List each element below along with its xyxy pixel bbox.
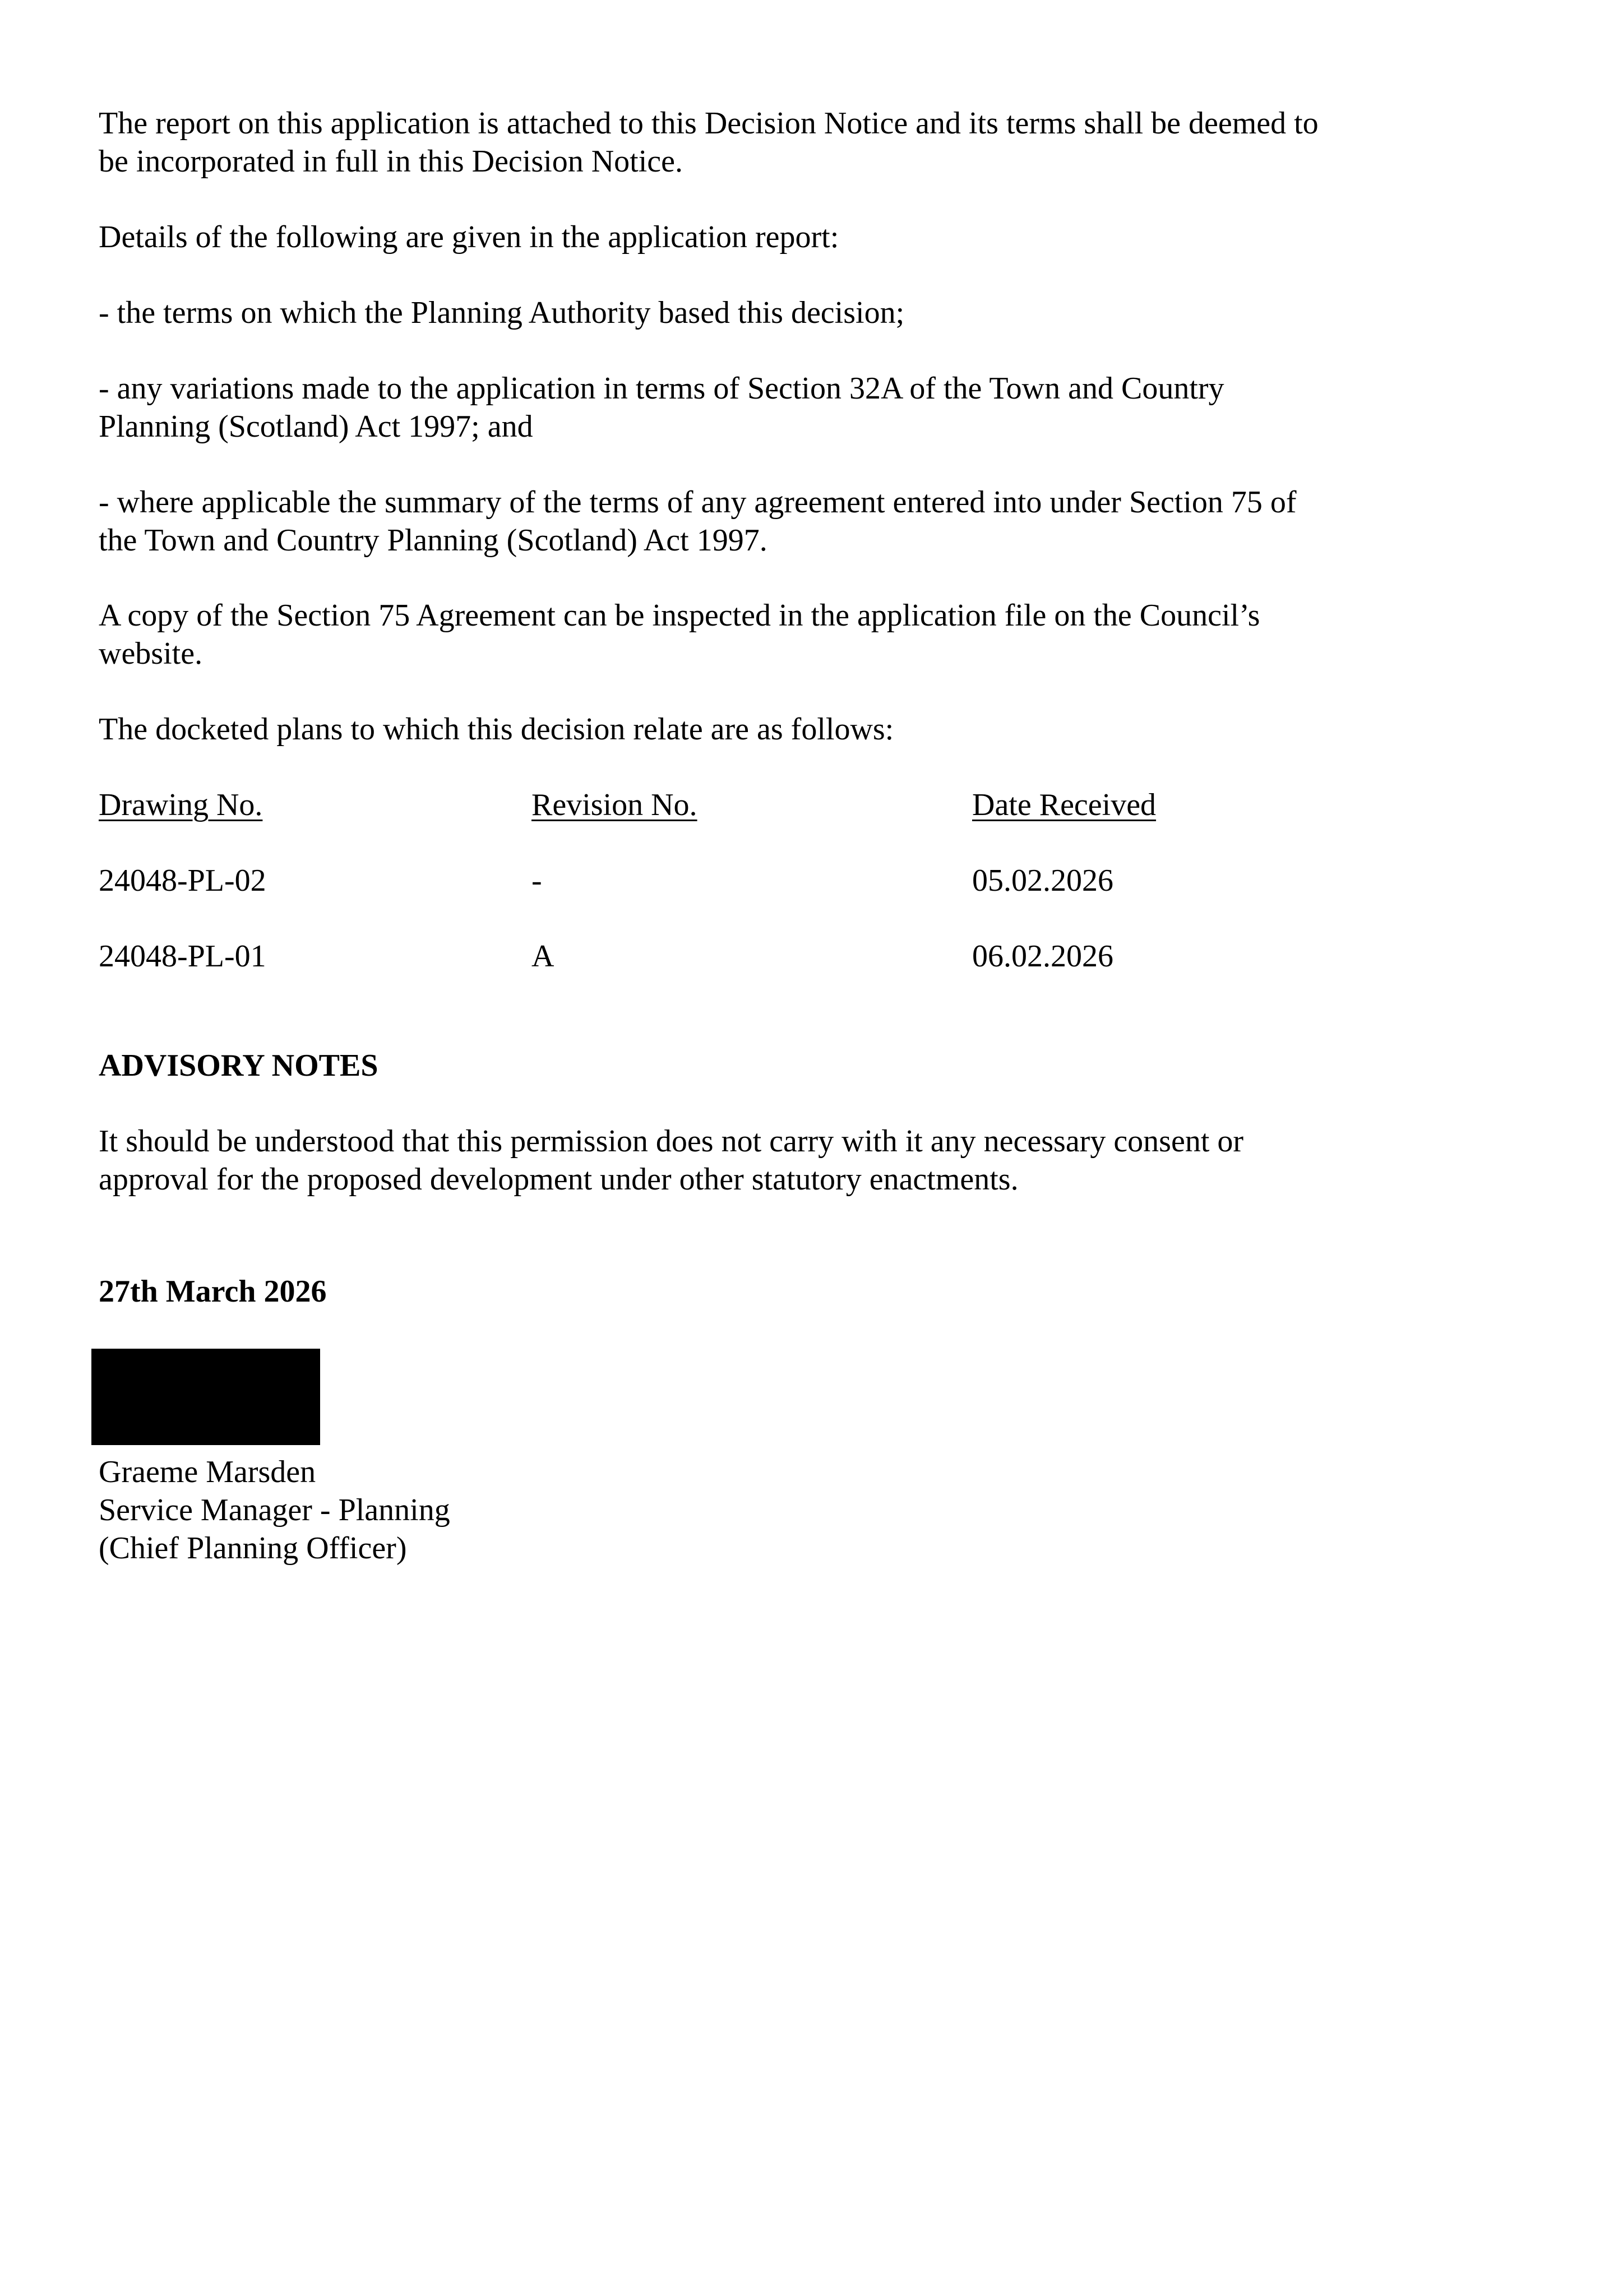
advisory-notes-heading: ADVISORY NOTES — [99, 1048, 378, 1083]
table-cell-drawing-no: 24048-PL-02 — [99, 863, 266, 898]
table-cell-revision-no: A — [531, 939, 554, 974]
section75-copy-line-2: website. — [99, 636, 203, 671]
detail-item-agreement-line-1: - where applicable the summary of the terms of any agreement entered into under Section 75 of — [99, 485, 1297, 520]
decision-date: 27th March 2026 — [99, 1274, 327, 1309]
detail-item-variations-line-2: Planning (Scotland) Act 1997; and — [99, 409, 533, 444]
advisory-text-line-1: It should be understood that this permission does not carry with it any necessary consent or — [99, 1124, 1244, 1159]
report-text-line-1: The report on this application is attached to this Decision Notice and its terms shall be deemed to — [99, 106, 1319, 141]
report-text-line-2: be incorporated in full in this Decision Notice. — [99, 144, 683, 179]
table-header-date-received: Date Received — [972, 788, 1157, 822]
detail-item-terms: - the terms on which the Planning Authority based this decision; — [99, 295, 905, 330]
table-cell-revision-no: - — [531, 863, 542, 898]
table-header-drawing-no: Drawing No. — [99, 788, 263, 822]
signatory-role: Service Manager - Planning — [99, 1493, 450, 1527]
table-cell-date-received: 06.02.2026 — [972, 939, 1113, 974]
signatory-name: Graeme Marsden — [99, 1455, 316, 1489]
docketed-plans-intro: The docketed plans to which this decision relate are as follows: — [99, 712, 894, 747]
table-header-revision-no: Revision No. — [531, 788, 697, 822]
details-heading: Details of the following are given in the application report: — [99, 220, 839, 254]
signatory-title: (Chief Planning Officer) — [99, 1531, 407, 1566]
redacted-signature — [91, 1349, 320, 1445]
detail-item-variations-line-1: - any variations made to the application in terms of Section 32A of the Town and Country — [99, 371, 1224, 406]
advisory-text-line-2: approval for the proposed development under other statutory enactments. — [99, 1162, 1019, 1197]
section75-copy-line-1: A copy of the Section 75 Agreement can be inspected in the application file on the Council’s — [99, 598, 1260, 633]
table-cell-drawing-no: 24048-PL-01 — [99, 939, 266, 974]
table-cell-date-received: 05.02.2026 — [972, 863, 1113, 898]
detail-item-agreement-line-2: the Town and Country Planning (Scotland) Act 1997. — [99, 523, 767, 558]
